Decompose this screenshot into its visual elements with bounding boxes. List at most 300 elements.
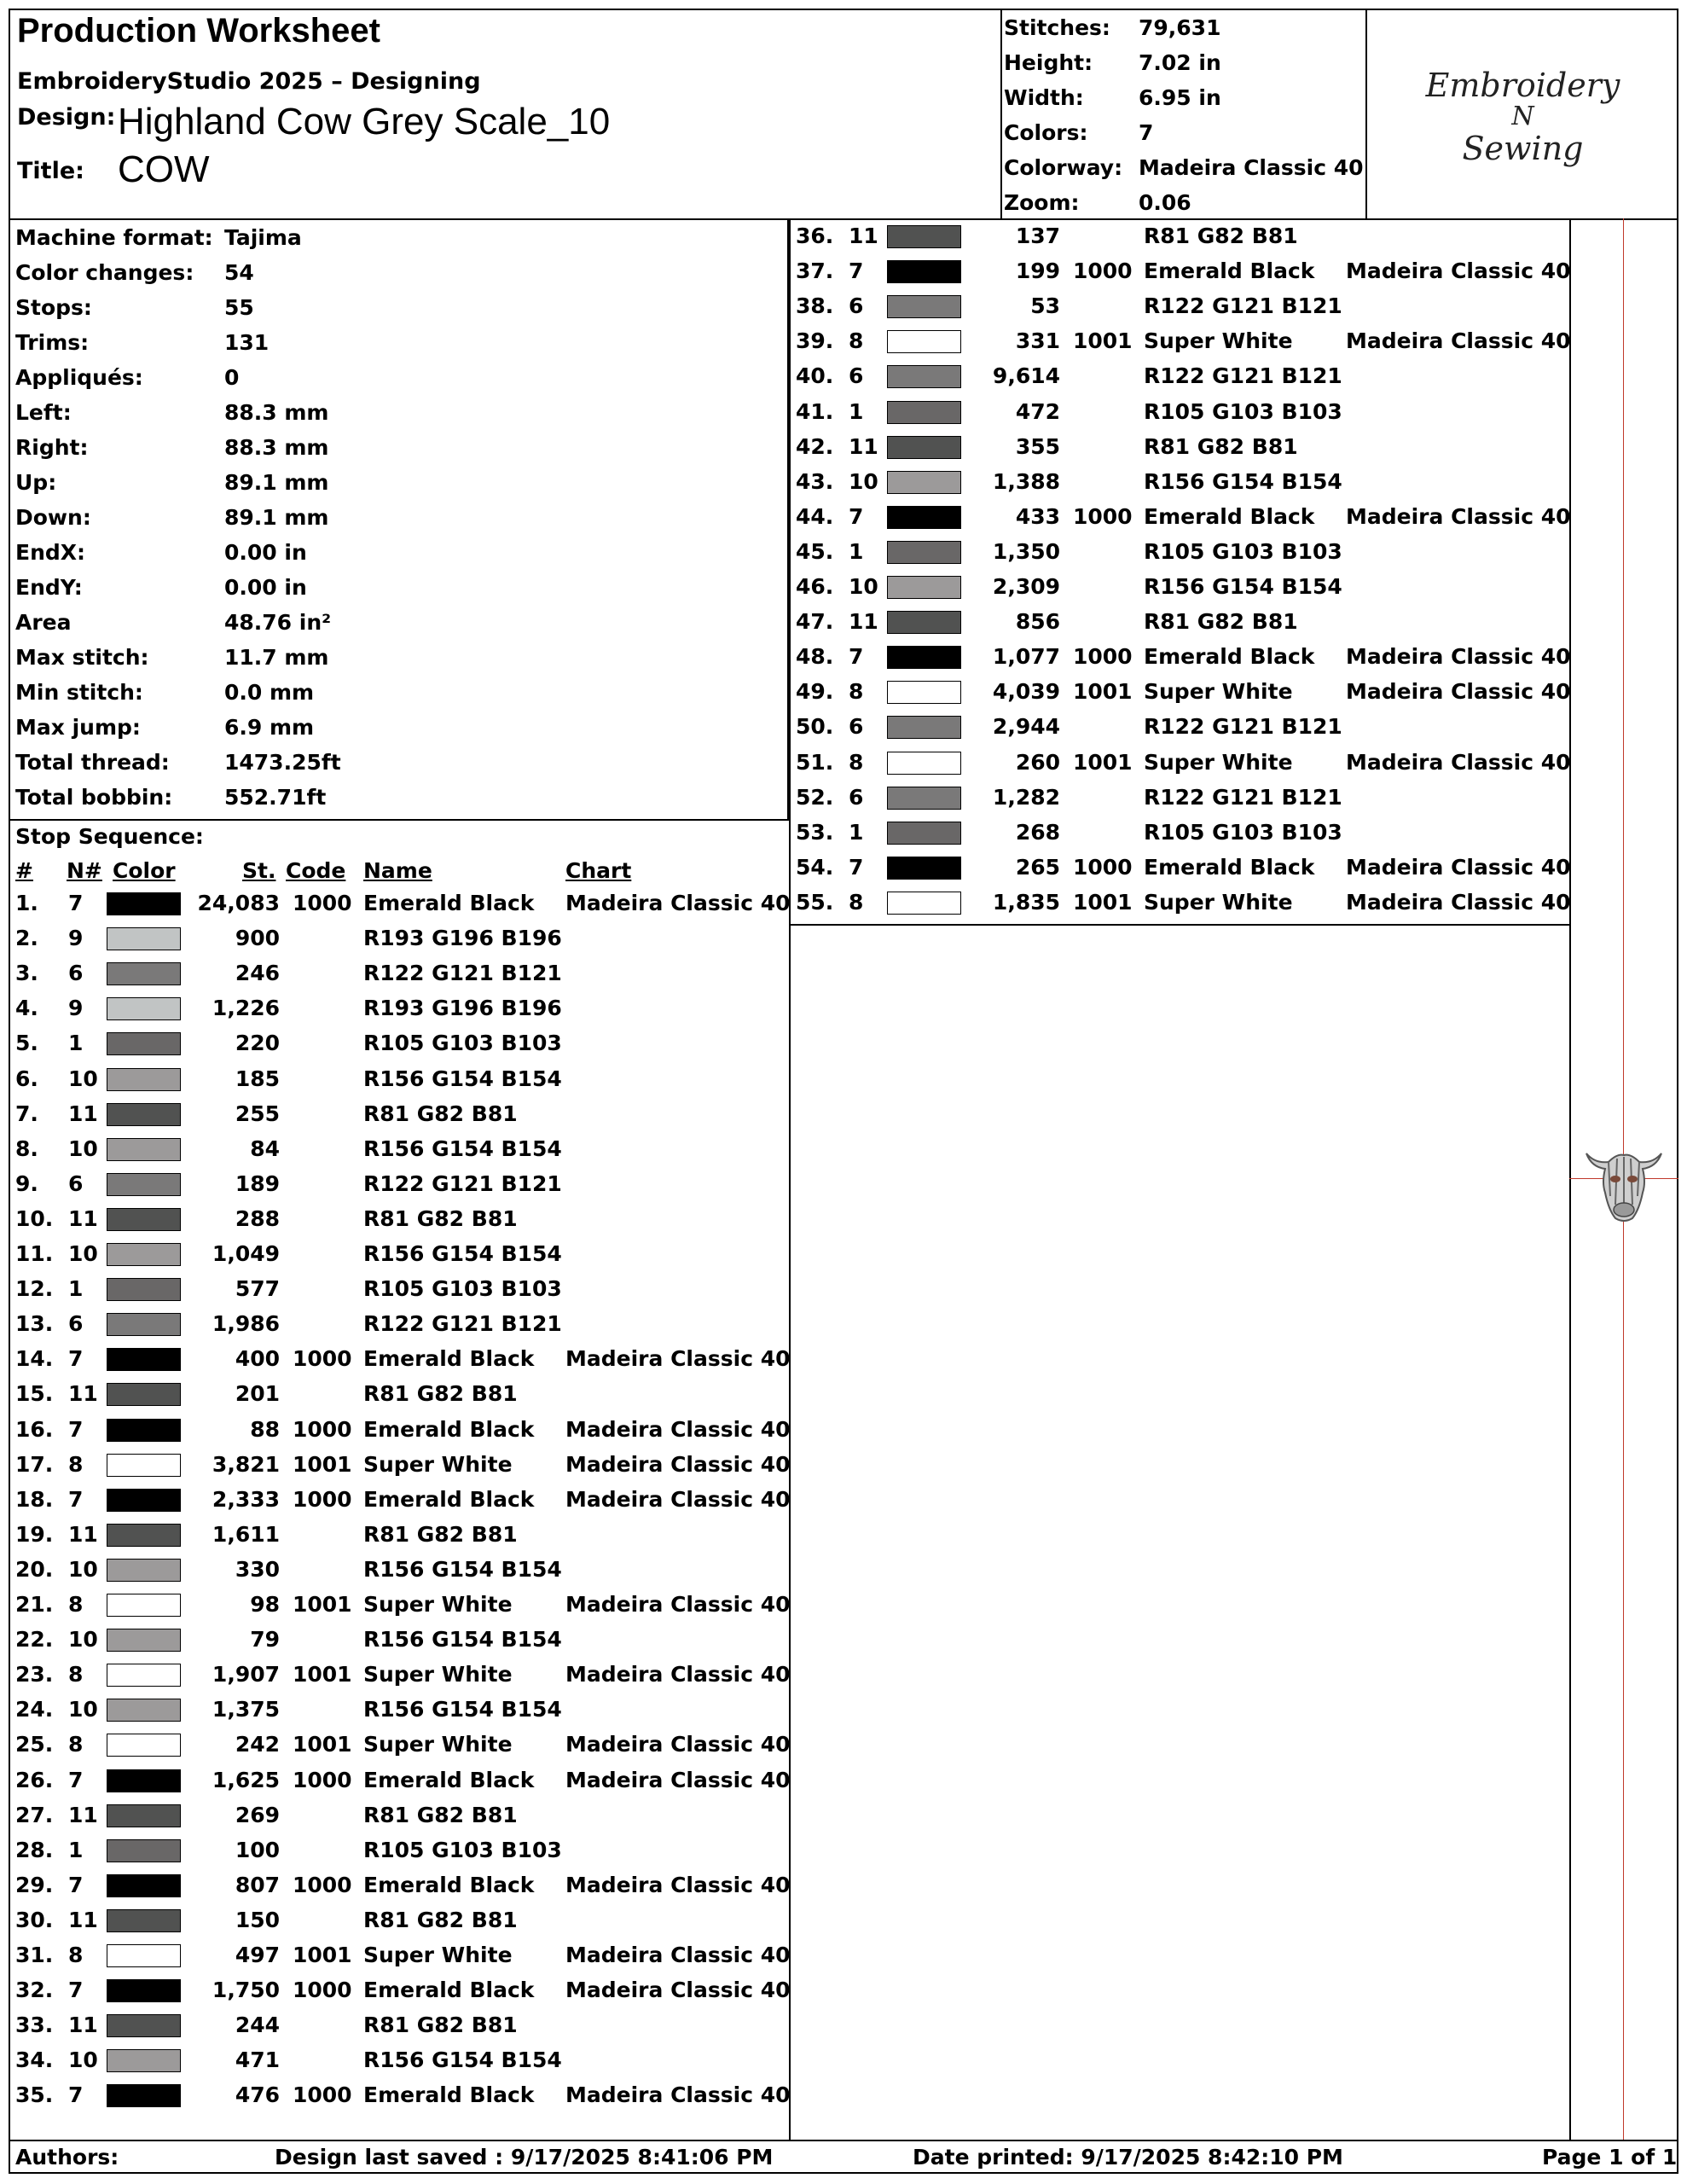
stop-number: 32. — [15, 1978, 54, 2003]
stitch-count: 79 — [250, 1627, 280, 1653]
stitch-count: 497 — [235, 1943, 280, 1967]
thread-code: 1001 — [293, 1451, 352, 1477]
table-row — [15, 926, 787, 961]
thread-name: Emerald Black — [363, 1486, 535, 1512]
needle-number: 7 — [849, 258, 864, 284]
thread-name: Emerald Black — [363, 1872, 535, 1897]
thread-code: 1001 — [1073, 889, 1133, 915]
stop-number: 18. — [15, 1486, 54, 1512]
needle-number: 7 — [849, 644, 864, 670]
thread-name: R122 G121 B121 — [1144, 293, 1342, 319]
thread-name: R122 G121 B121 — [363, 1311, 562, 1337]
needle-number: 6 — [849, 363, 864, 389]
color-swatch — [107, 1454, 181, 1477]
color-swatch — [107, 1208, 181, 1231]
header-num: # — [15, 858, 33, 883]
stitch-count: 24,083 — [197, 891, 280, 915]
color-swatch — [107, 1804, 181, 1827]
thread-name: Super White — [1144, 679, 1293, 705]
needle-number: 9 — [68, 926, 84, 951]
table-row — [15, 1101, 787, 1136]
color-swatch — [107, 1103, 181, 1126]
stop-number: 49. — [796, 679, 834, 705]
stop-number: 27. — [15, 1802, 54, 1827]
thread-name: Emerald Black — [1144, 854, 1315, 880]
stop-number: 48. — [796, 644, 834, 670]
color-swatch — [107, 1664, 181, 1687]
footer-divider — [9, 2140, 1678, 2141]
table-row — [15, 1486, 791, 1522]
info-value: 11.7 mm — [224, 645, 329, 670]
stop-number: 3. — [15, 961, 38, 986]
color-swatch — [107, 1769, 181, 1792]
table-row — [796, 539, 1568, 574]
stop-number: 29. — [15, 1872, 54, 1897]
thread-name: R156 G154 B154 — [363, 1136, 562, 1161]
stat-label: Width: — [1004, 85, 1084, 110]
thread-name: R156 G154 B154 — [363, 1241, 562, 1266]
thread-name: R193 G196 B196 — [363, 926, 562, 951]
stop-number: 35. — [15, 2082, 54, 2108]
thread-name: R156 G154 B154 — [1144, 574, 1342, 599]
color-swatch — [887, 541, 961, 564]
stop-number: 16. — [15, 1416, 54, 1442]
thread-chart: Madeira Classic 40 — [565, 1416, 791, 1442]
table-row — [15, 1557, 787, 1592]
needle-number: 6 — [849, 293, 864, 319]
color-swatch — [887, 646, 961, 669]
stop-number: 28. — [15, 1837, 54, 1862]
thread-chart: Madeira Classic 40 — [1346, 328, 1571, 354]
table-row — [796, 363, 1568, 398]
table-row — [15, 2013, 787, 2048]
stop-number: 37. — [796, 258, 834, 284]
info-value: 0.00 in — [224, 575, 307, 600]
stitch-count: 1,282 — [992, 784, 1060, 810]
stat-value: 0.06 — [1139, 190, 1191, 215]
color-swatch — [107, 2014, 181, 2037]
needle-number: 7 — [68, 1872, 84, 1897]
logo-line-1: Embroidery — [1425, 67, 1620, 104]
thread-code: 1001 — [293, 1943, 352, 1967]
needle-number: 7 — [849, 503, 864, 529]
stitch-count: 476 — [235, 2082, 280, 2108]
thread-name: R122 G121 B121 — [1144, 784, 1342, 810]
info-value: 0 — [224, 365, 240, 390]
info-label: Max jump: — [15, 715, 141, 740]
needle-number: 11 — [68, 2013, 98, 2038]
stitch-count: 1,226 — [212, 996, 280, 1021]
color-swatch — [887, 436, 961, 459]
stitch-count: 185 — [235, 1066, 280, 1091]
info-label: Down: — [15, 505, 91, 530]
thread-code: 1001 — [293, 1662, 352, 1687]
stitch-count: 260 — [1015, 749, 1060, 775]
thread-name: R193 G196 B196 — [363, 996, 562, 1021]
table-row — [15, 1872, 791, 1908]
thread-name: Super White — [363, 1732, 513, 1757]
stop-number: 2. — [15, 926, 38, 951]
table-row — [796, 434, 1568, 469]
stop-number: 17. — [15, 1451, 54, 1477]
thread-code: 1001 — [1073, 679, 1133, 705]
stitch-count: 84 — [250, 1136, 280, 1161]
stop-number: 41. — [796, 398, 834, 424]
needle-number: 6 — [849, 714, 864, 740]
stop-sequence-label: Stop Sequence: — [15, 824, 204, 849]
table-row — [15, 1662, 791, 1697]
application-name: EmbroideryStudio 2025 – Designing — [17, 68, 481, 95]
table-row — [15, 1136, 787, 1171]
thread-name: R81 G82 B81 — [1144, 224, 1298, 248]
thread-code: 1001 — [1073, 328, 1133, 354]
stop-number: 44. — [796, 503, 834, 529]
thread-chart: Madeira Classic 40 — [565, 1872, 791, 1897]
stop-number: 12. — [15, 1276, 54, 1302]
stitch-count: 246 — [235, 961, 280, 986]
needle-number: 6 — [849, 784, 864, 810]
thread-name: Emerald Black — [1144, 644, 1315, 670]
title-label: Title: — [17, 158, 84, 184]
info-label: EndY: — [15, 575, 83, 600]
color-swatch — [107, 1278, 181, 1301]
color-swatch — [107, 1734, 181, 1757]
thread-code: 1000 — [1073, 854, 1133, 880]
needle-number: 1 — [68, 1031, 84, 1056]
needle-number: 7 — [68, 891, 84, 915]
info-label: Total thread: — [15, 750, 170, 775]
thread-name: Super White — [363, 1592, 513, 1617]
thread-code: 1000 — [293, 891, 352, 915]
stop-number: 22. — [15, 1627, 54, 1653]
color-swatch — [887, 611, 961, 634]
needle-number: 11 — [849, 609, 878, 635]
thread-chart: Madeira Classic 40 — [565, 1662, 791, 1687]
stop-number: 15. — [15, 1381, 54, 1407]
info-value: 88.3 mm — [224, 435, 329, 460]
color-swatch — [107, 2084, 181, 2107]
color-swatch — [887, 752, 961, 775]
thread-code: 1000 — [293, 1978, 352, 2003]
thread-code: 1001 — [1073, 749, 1133, 775]
thread-code: 1000 — [293, 1416, 352, 1442]
color-swatch — [107, 1629, 181, 1652]
stop-number: 24. — [15, 1697, 54, 1722]
thread-name: R81 G82 B81 — [363, 1802, 518, 1827]
thread-name: R122 G121 B121 — [363, 961, 562, 986]
stitch-count: 201 — [235, 1381, 280, 1407]
stop-number: 14. — [15, 1346, 54, 1372]
table-row — [796, 889, 1571, 925]
needle-number: 6 — [68, 1170, 84, 1196]
document-title: Production Worksheet — [17, 12, 380, 49]
info-label: Up: — [15, 470, 57, 495]
stitch-count: 189 — [235, 1170, 280, 1196]
color-swatch — [107, 1068, 181, 1091]
stat-value: 7 — [1139, 120, 1154, 145]
table-row — [15, 1381, 787, 1416]
color-swatch — [887, 716, 961, 739]
thread-name: R81 G82 B81 — [363, 1381, 518, 1407]
table-row — [15, 1943, 791, 1978]
needle-number: 7 — [849, 854, 864, 880]
stitch-count: 1,375 — [212, 1697, 280, 1722]
stitch-count: 9,614 — [992, 363, 1060, 389]
stitch-count: 265 — [1015, 854, 1060, 880]
stat-value: Madeira Classic 40 — [1139, 155, 1364, 180]
stitch-count: 2,333 — [212, 1486, 280, 1512]
stitch-count: 244 — [235, 2013, 280, 2038]
stop-number: 20. — [15, 1556, 54, 1582]
stop-number: 23. — [15, 1662, 54, 1687]
thread-name: R156 G154 B154 — [363, 2048, 562, 2073]
thread-name: Super White — [363, 1451, 513, 1477]
thread-code: 1000 — [293, 2082, 352, 2108]
info-label: Right: — [15, 435, 89, 460]
needle-number: 8 — [849, 889, 864, 915]
color-swatch — [107, 1524, 181, 1547]
info-value: 131 — [224, 330, 270, 355]
table-row — [15, 1311, 787, 1346]
info-value: 6.9 mm — [224, 715, 315, 740]
thread-code: 1001 — [293, 1592, 352, 1617]
thread-code: 1000 — [293, 1486, 352, 1512]
thread-chart: Madeira Classic 40 — [1346, 679, 1571, 705]
needle-number: 6 — [68, 961, 84, 986]
table-row — [15, 1346, 791, 1381]
thread-name: Emerald Black — [363, 1978, 535, 2003]
stop-number: 39. — [796, 328, 834, 354]
table-row — [15, 961, 787, 996]
stop-number: 4. — [15, 996, 38, 1021]
color-swatch — [887, 225, 961, 248]
needle-number: 11 — [849, 433, 878, 459]
color-swatch — [887, 681, 961, 704]
thread-name: R81 G82 B81 — [363, 1205, 518, 1231]
stitch-count: 269 — [235, 1802, 280, 1827]
table-row — [15, 1031, 787, 1066]
color-swatch — [887, 295, 961, 318]
table-row — [796, 503, 1571, 539]
color-swatch — [107, 1243, 181, 1266]
info-value: 48.76 in² — [224, 610, 332, 635]
info-value: 0.0 mm — [224, 680, 315, 705]
logo-line-3: Sewing — [1462, 130, 1584, 167]
info-label: Appliqués: — [15, 365, 143, 390]
stitch-count: 1,388 — [992, 468, 1060, 494]
stop-number: 45. — [796, 538, 834, 564]
stop-number: 9. — [15, 1170, 38, 1196]
needle-number: 10 — [68, 2048, 98, 2073]
stat-value: 79,631 — [1139, 15, 1221, 40]
table-row — [15, 2082, 791, 2117]
color-swatch — [107, 927, 181, 950]
color-swatch — [107, 1909, 181, 1932]
table-row — [15, 1522, 787, 1557]
thread-name: R81 G82 B81 — [363, 1101, 518, 1126]
stop-number: 7. — [15, 1101, 38, 1126]
stitch-count: 400 — [235, 1346, 280, 1372]
stat-label: Stitches: — [1004, 15, 1110, 40]
thread-name: Super White — [363, 1943, 513, 1967]
thread-name: R156 G154 B154 — [363, 1066, 562, 1091]
info-value: 0.00 in — [224, 540, 307, 565]
stop-number: 50. — [796, 714, 834, 740]
info-label: Max stitch: — [15, 645, 149, 670]
stitch-count: 1,077 — [992, 644, 1060, 670]
stitch-count: 331 — [1015, 328, 1060, 354]
stitch-count: 268 — [1015, 819, 1060, 845]
table-row — [796, 258, 1571, 293]
stitch-count: 4,039 — [992, 679, 1060, 705]
thread-chart: Madeira Classic 40 — [565, 1978, 791, 2003]
needle-number: 6 — [68, 1311, 84, 1337]
color-swatch — [107, 1383, 181, 1406]
info-label: Min stitch: — [15, 680, 143, 705]
thread-name: Emerald Black — [363, 891, 535, 915]
table-row — [15, 1171, 787, 1206]
stat-value: 7.02 in — [1139, 50, 1221, 75]
color-swatch — [107, 962, 181, 985]
stat-label: Colors: — [1004, 120, 1088, 145]
info-label: Machine format: — [15, 225, 213, 250]
needle-number: 1 — [849, 538, 864, 564]
table-row — [15, 996, 787, 1031]
thread-chart: Madeira Classic 40 — [565, 1592, 791, 1617]
header-chart: Chart — [565, 858, 632, 883]
color-swatch — [107, 1489, 181, 1512]
stop-number: 33. — [15, 2013, 54, 2038]
stop-number: 1. — [15, 891, 38, 915]
stop-number: 13. — [15, 1311, 54, 1337]
stitch-count: 2,309 — [992, 574, 1060, 599]
thread-name: R156 G154 B154 — [363, 1697, 562, 1722]
stitch-count: 1,350 — [992, 538, 1060, 564]
needle-number: 7 — [68, 1416, 84, 1442]
thread-chart: Madeira Classic 40 — [565, 1451, 791, 1477]
needle-number: 10 — [68, 1136, 98, 1161]
table-row — [15, 1908, 787, 1943]
stitch-count: 137 — [1015, 224, 1060, 248]
needle-number: 8 — [68, 1943, 84, 1967]
stitch-count: 53 — [1030, 293, 1060, 319]
thread-name: Emerald Black — [1144, 503, 1315, 529]
thread-chart: Madeira Classic 40 — [565, 891, 791, 915]
stitch-count: 577 — [235, 1276, 280, 1302]
stitch-count: 807 — [235, 1872, 280, 1897]
date-printed: Date printed: 9/17/2025 8:42:10 PM — [913, 2145, 1343, 2169]
table-row — [15, 1803, 787, 1838]
stop-number: 38. — [796, 293, 834, 319]
table-row — [15, 1416, 791, 1452]
design-stats — [1004, 9, 1365, 218]
needle-number: 11 — [68, 1802, 98, 1827]
stitch-count: 355 — [1015, 433, 1060, 459]
thread-name: R122 G121 B121 — [363, 1170, 562, 1196]
table-row — [796, 820, 1568, 855]
needle-number: 1 — [849, 398, 864, 424]
needle-number: 11 — [68, 1907, 98, 1932]
column-divider — [789, 220, 791, 2140]
stop-number: 53. — [796, 819, 834, 845]
stop-number: 55. — [796, 889, 834, 915]
stop-number: 8. — [15, 1136, 38, 1161]
header-stitches: St. — [242, 858, 276, 883]
info-value: 89.1 mm — [224, 470, 329, 495]
needle-number: 8 — [68, 1592, 84, 1617]
design-name: Highland Cow Grey Scale_10 — [118, 101, 611, 142]
stitch-count: 242 — [235, 1732, 280, 1757]
table-row — [15, 891, 791, 926]
color-swatch — [887, 260, 961, 283]
needle-number: 7 — [68, 1767, 84, 1792]
thread-chart: Madeira Classic 40 — [565, 2082, 791, 2108]
thread-chart: Madeira Classic 40 — [1346, 889, 1571, 915]
thread-name: Super White — [363, 1662, 513, 1687]
table-row — [796, 644, 1571, 679]
stitch-count: 2,944 — [992, 714, 1060, 740]
color-swatch — [887, 857, 961, 880]
color-swatch — [887, 822, 961, 845]
thread-chart: Madeira Classic 40 — [565, 1346, 791, 1372]
stitch-count: 220 — [235, 1031, 280, 1056]
needle-number: 10 — [849, 468, 878, 494]
design-label: Design: — [17, 104, 116, 131]
logo-text — [1367, 67, 1678, 167]
table-row — [15, 1627, 787, 1662]
info-label: Trims: — [15, 330, 90, 355]
color-swatch — [107, 1594, 181, 1617]
stop-number: 47. — [796, 609, 834, 635]
color-swatch — [887, 576, 961, 599]
page-number: Page 1 of 1 — [1542, 2145, 1678, 2169]
stop-number: 34. — [15, 2048, 54, 2073]
thread-name: R122 G121 B121 — [1144, 363, 1342, 389]
info-label: EndX: — [15, 540, 86, 565]
table-row — [796, 399, 1568, 434]
info-value: 55 — [224, 295, 254, 320]
needle-number: 10 — [68, 1241, 98, 1266]
table-row — [796, 749, 1571, 785]
table-row — [15, 1978, 791, 2013]
thread-chart: Madeira Classic 40 — [1346, 503, 1571, 529]
thread-name: R105 G103 B103 — [363, 1031, 562, 1056]
stop-number: 40. — [796, 363, 834, 389]
needle-number: 11 — [68, 1205, 98, 1231]
thread-chart: Madeira Classic 40 — [1346, 644, 1571, 670]
info-label: Total bobbin: — [15, 785, 173, 810]
stat-label: Height: — [1004, 50, 1093, 75]
needle-number: 7 — [68, 1486, 84, 1512]
stitch-count: 1,611 — [212, 1521, 280, 1547]
color-swatch — [107, 1173, 181, 1196]
thread-name: Emerald Black — [363, 1346, 535, 1372]
stitch-count: 900 — [235, 926, 280, 951]
thread-code: 1000 — [293, 1872, 352, 1897]
thread-code: 1000 — [1073, 644, 1133, 670]
table-row — [796, 293, 1568, 328]
design-title: COW — [118, 148, 210, 190]
needle-number: 8 — [68, 1732, 84, 1757]
info-value: 1473.25ft — [224, 750, 341, 775]
thread-chart: Madeira Classic 40 — [565, 1767, 791, 1792]
color-swatch — [107, 2049, 181, 2072]
stop-number: 26. — [15, 1767, 54, 1792]
table-end-line — [789, 924, 1569, 926]
needle-number: 8 — [68, 1662, 84, 1687]
needle-number: 11 — [68, 1521, 98, 1547]
stitch-count: 1,835 — [992, 889, 1060, 915]
